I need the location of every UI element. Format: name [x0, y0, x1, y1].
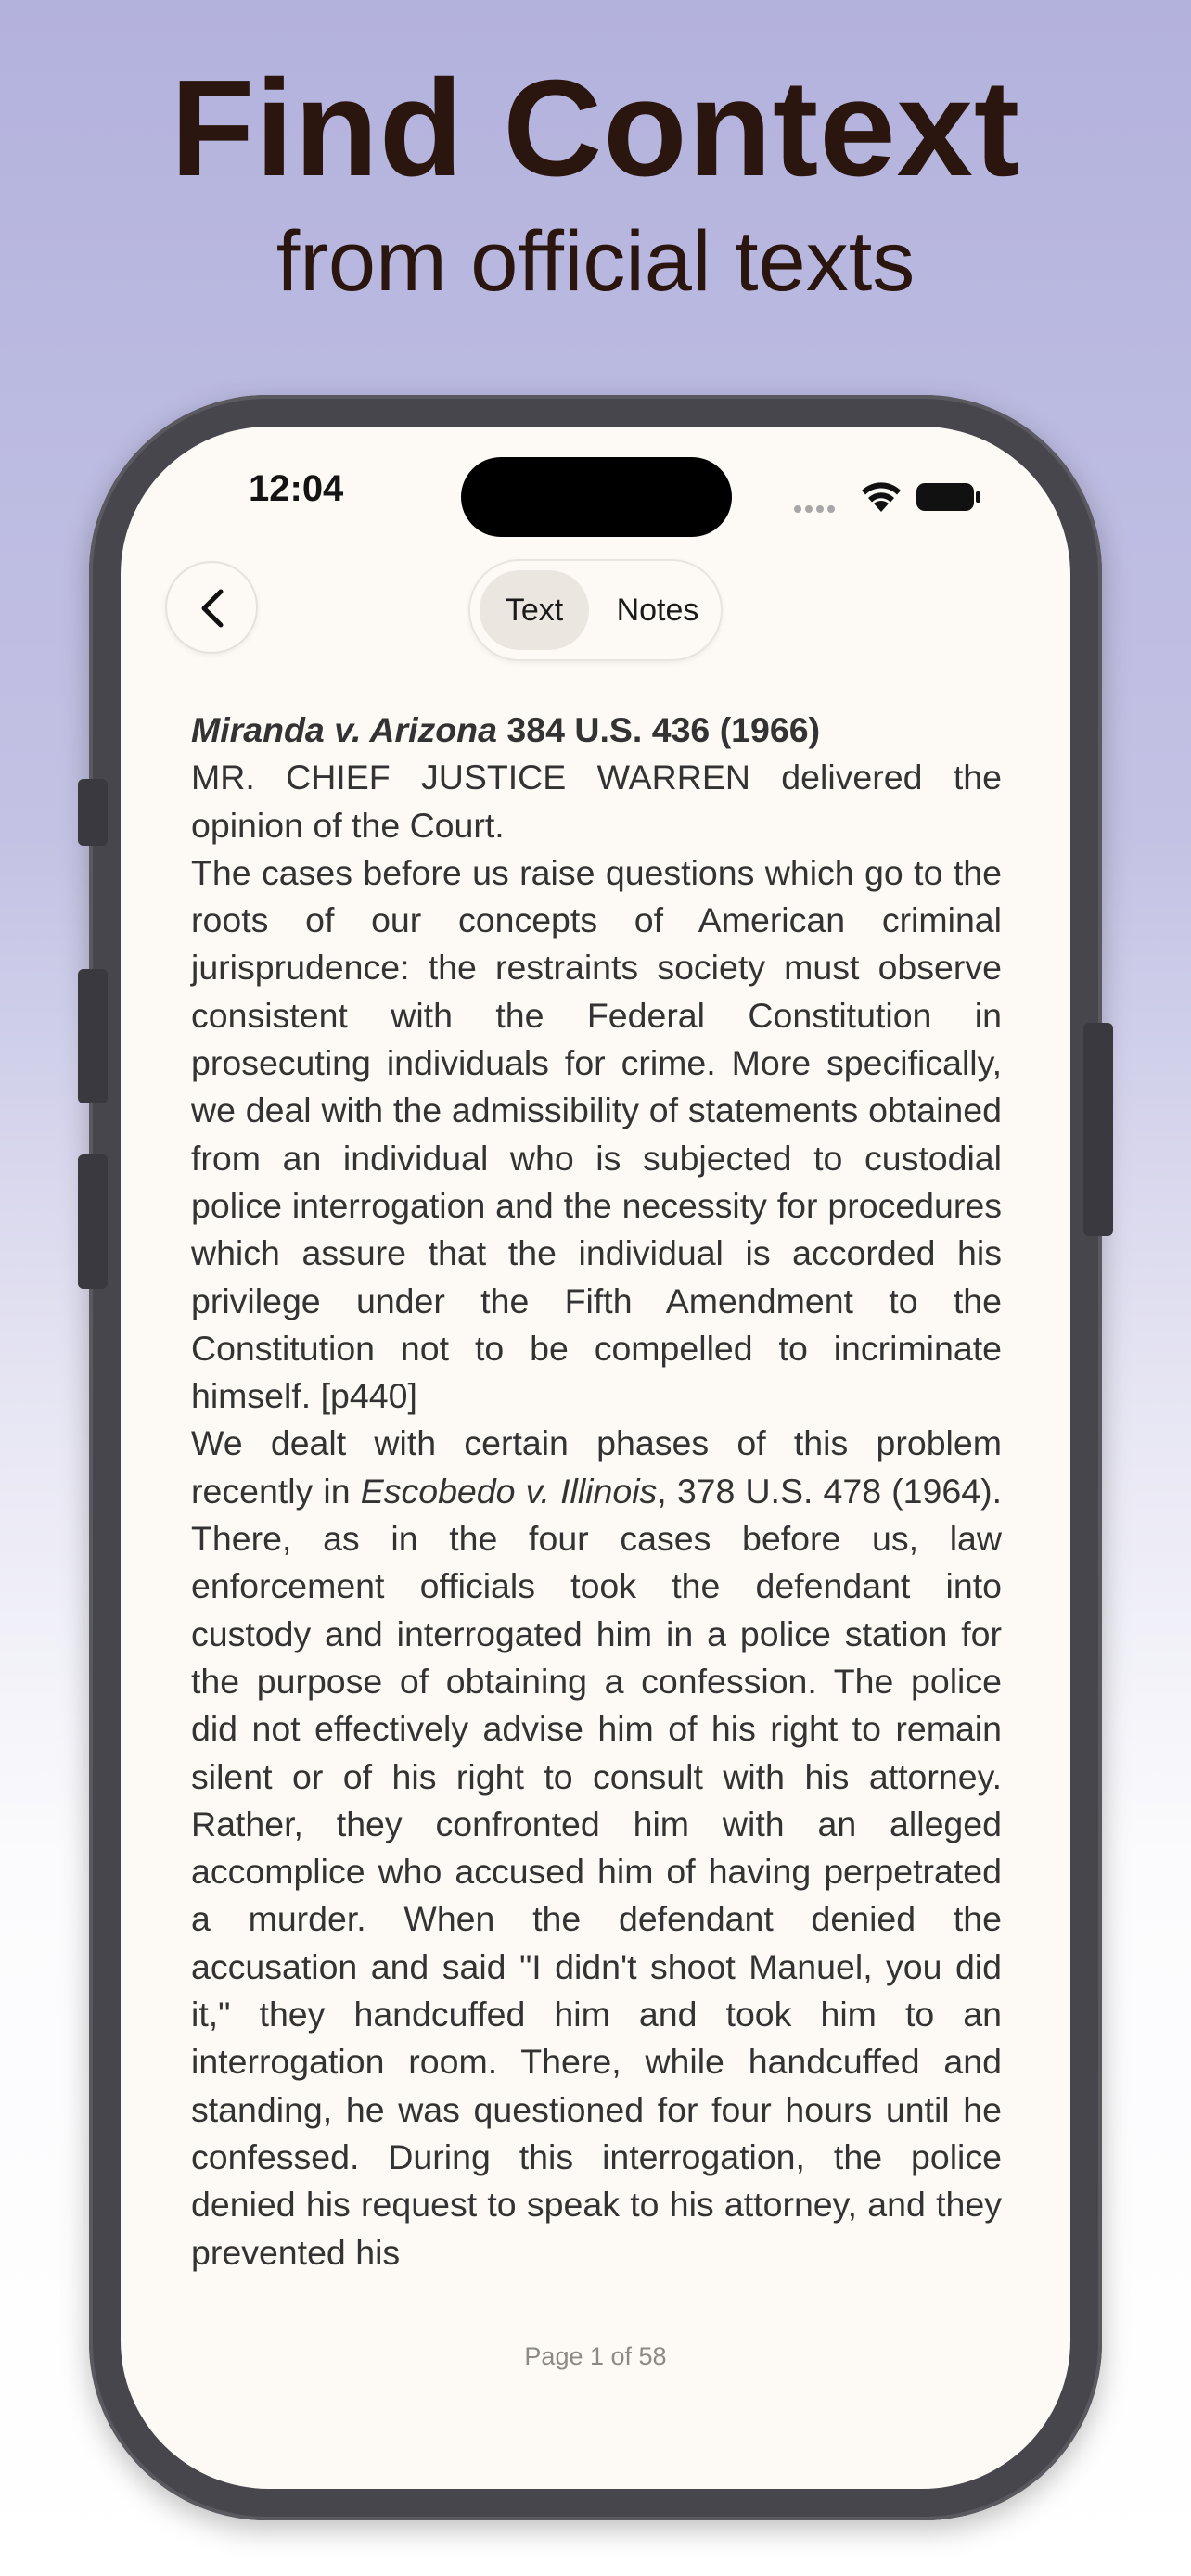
phone-silent-switch	[78, 779, 108, 846]
tab-text[interactable]: Text	[480, 570, 589, 650]
status-bar-time: 12:04	[249, 468, 344, 509]
document-paragraph: MR. CHIEF JUSTICE WARREN delivered the opinion of the Court.	[191, 758, 1002, 845]
document-paragraph: The cases before us raise questions which go to the roots of our concepts of American criminal jurisprudence: the restraints society must observe consistent with the Federal Constitution in prosecuting individuals for crime. More specifically, we deal with the admissibility of statements obtained from an individual who is subjected to custodial police interrogation and the necessity for procedures which assure that the individual is accorded his privilege under the Fifth Amendment to the Constitution not to be compelled to incriminate himself. [p440]	[191, 852, 1002, 1416]
view-mode-segmented-control	[468, 559, 723, 661]
document-text	[191, 707, 1002, 2276]
chevron-left-icon	[193, 587, 234, 630]
phone-screen	[121, 427, 1070, 2489]
paragraph-text: We dealt with certain phases of this problem recently in	[191, 1423, 1002, 1511]
cellular-signal-icon	[794, 501, 842, 510]
battery-icon	[916, 481, 981, 513]
phone-power-button	[1083, 1023, 1113, 1236]
document-paragraph	[191, 1420, 1002, 2276]
dynamic-island	[461, 457, 732, 537]
headline-subtitle: from official texts	[275, 214, 916, 309]
phone-volume-up-button	[78, 969, 108, 1103]
page-indicator: Page 1 of 58	[524, 2342, 667, 2370]
tab-notes[interactable]: Notes	[616, 593, 699, 628]
case-citation: 384 U.S. 436 (1966)	[496, 710, 821, 749]
headline-title: Find Context	[170, 52, 1021, 205]
wifi-icon	[858, 478, 904, 514]
cited-case-name: Escobedo v. Illinois	[360, 1471, 658, 1511]
back-button[interactable]	[165, 561, 258, 654]
case-name: Miranda v. Arizona	[191, 710, 497, 749]
paragraph-text: , 378 U.S. 478 (1964). There, as in the four cases before us, law enforcement officials took the defendant into custody and interrogated him in a police station for the purpose of obtaining a confession. The police did not effectively advise him of his right to remain silent or of his right to consult with his attorney. Rather, they confronted him with an alleged accomplice who accused him of having perpetrated a murder. When the defendant denied the accusation and said "I didn't shoot Manuel, you did it," they handcuffed him and took him to an interrogation room. There, while handcuffed and standing, he was questioned for four hours until he confessed. During this interrogation, the police denied his request to speak to his attorney, and they prevented his	[191, 1471, 1002, 2272]
case-heading	[191, 707, 1002, 754]
phone-volume-down-button	[78, 1154, 108, 1289]
